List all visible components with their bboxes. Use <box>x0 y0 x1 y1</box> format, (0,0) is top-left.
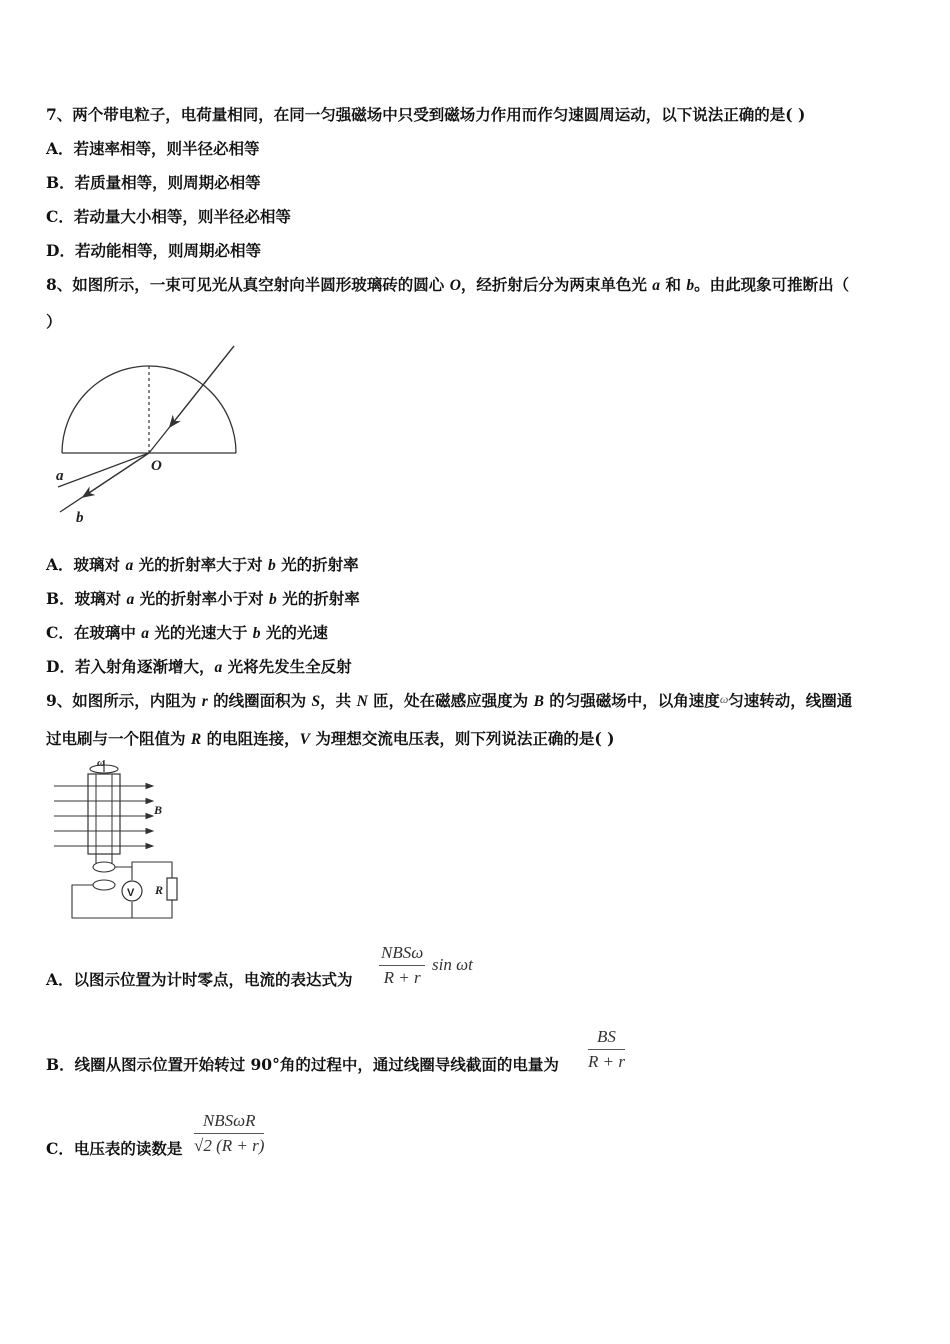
q8-stem: 8、如图所示，一束可见光从真空射向半圆形玻璃砖的圆心 O，经折射后分为两束单色光 a 和 b。由此现象可推断出（ <box>46 275 850 294</box>
label-R: R <box>155 883 164 897</box>
q9-option-b-fraction: BS R + r <box>588 1027 625 1071</box>
resistor <box>167 878 177 900</box>
q9-option-a-tail: sin ωt <box>432 955 473 974</box>
label-O: O <box>151 458 162 474</box>
q8-option-a: A．玻璃对 a 光的折射率大于对 b 光的折射率 <box>46 555 359 574</box>
q7-option-d: D．若动能相等，则周期必相等 <box>46 241 261 260</box>
q7-option-b: B．若质量相等，则周期必相等 <box>46 173 261 192</box>
ray-a <box>58 453 149 487</box>
label-a: a <box>56 468 64 484</box>
q9-option-c: C．电压表的读数是 <box>46 1139 183 1158</box>
incident-arrow <box>172 346 234 424</box>
q7-option-a: A．若速率相等，则半径必相等 <box>46 139 260 158</box>
q8-option-c: C．在玻璃中 a 光的光速大于 b 光的光速 <box>46 623 328 642</box>
q9-generator-figure <box>46 756 188 926</box>
q9-option-c-fraction: NBSωR √2 (R + r) <box>194 1111 265 1155</box>
q7-option-c: C．若动量大小相等，则半径必相等 <box>46 207 291 226</box>
q8-option-b: B．玻璃对 a 光的折射率小于对 b 光的折射率 <box>46 589 360 608</box>
label-V: V <box>127 887 135 899</box>
q9-option-a-fraction: NBSω R + r <box>381 943 424 987</box>
label-omega: ω <box>97 757 105 769</box>
label-b: b <box>76 510 84 526</box>
slip-ring-bottom <box>93 880 115 890</box>
q9-option-b: B．线圈从图示位置开始转过 90°角的过程中，通过线圈导线截面的电量为 <box>46 1055 559 1074</box>
q8-semicircle-figure <box>50 340 250 530</box>
q8-option-d: D．若入射角逐渐增大，a 光将先发生全反射 <box>46 657 352 676</box>
label-B: B <box>154 803 163 817</box>
slip-ring-top <box>93 862 115 872</box>
q9-stem-line2: 过电刷与一个阻值为 R 的电阻连接，V 为理想交流电压表，则下列说法正确的是( ) <box>46 729 615 748</box>
q9-stem-line1: 9、如图所示，内阻为 r 的线圈面积为 S，共 N 匝，处在磁感应强度为 B 的匀强磁场中，以角速度ω匀速转动，线圈通 <box>46 691 853 710</box>
ray-b-arrow <box>86 453 149 495</box>
q7-stem: 7、两个带电粒子，电荷量相同，在同一匀强磁场中只受到磁场力作用而作匀速圆周运动，以下说法正确的是( ) <box>46 105 806 124</box>
q8-stem-close: ） <box>46 312 62 331</box>
q9-option-a: A．以图示位置为计时零点，电流的表达式为 <box>46 970 353 989</box>
